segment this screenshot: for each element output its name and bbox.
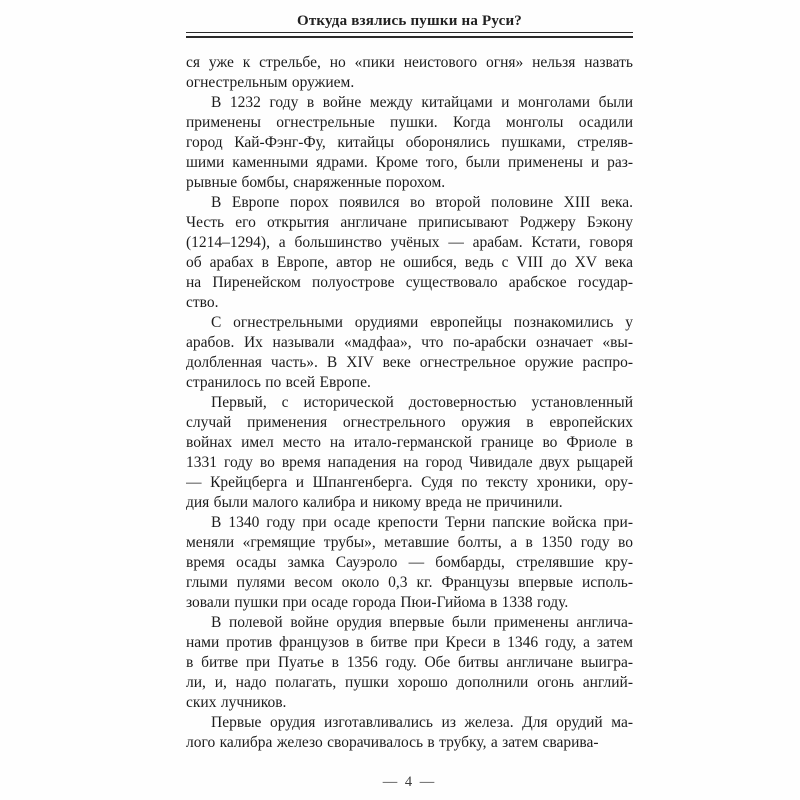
text-line: Первые орудия изготавливались из железа. Для орудий ма- xyxy=(211,714,633,731)
text-line: город Кай-Фэнг-Фу, китайцы оборонялись пушками, стреляв- xyxy=(186,134,633,151)
text-line: В Европе порох появился во второй половине XIII века. xyxy=(211,194,633,211)
text-line: В полевой войне орудия впервые были применены англича- xyxy=(211,614,633,631)
text-line: на Пиренейском полуострове существовало арабское государ- xyxy=(186,274,633,291)
text-line: В 1232 году в войне между китайцами и монголами были xyxy=(211,94,633,111)
header-double-rule xyxy=(186,32,633,38)
text-line: войнах имел место на итало-германской границе во Фриоле в xyxy=(186,434,633,451)
text-line: зовали пушки при осаде города Пюи-Гийома в 1338 году. xyxy=(186,594,569,611)
body-text xyxy=(186,53,633,753)
text-line: — Крейцберга и Шпангенберга. Судя по тексту хроники, ору- xyxy=(186,474,633,491)
text-line: странилось по всей Европе. xyxy=(186,374,371,391)
text-line: меняли «гремящие трубы», метавшие болты, а в 1350 году во xyxy=(186,534,633,551)
text-line: ли, и, надо полагать, пушки хорошо дополнили огонь англий- xyxy=(186,674,633,691)
text-line: случай применения огнестрельного оружия в европейских xyxy=(186,414,633,431)
text-line: долбленная часть». В XIV веке огнестрельное оружие распро- xyxy=(186,354,633,371)
page-content xyxy=(186,0,633,753)
text-line: рывные бомбы, снаряженные порохом. xyxy=(186,174,446,191)
text-line: В 1340 году при осаде крепости Терни папские войска при- xyxy=(211,514,633,531)
text-line: лого калибра железо сворачивалось в трубку, а затем сварива- xyxy=(186,734,599,751)
text-line: ство. xyxy=(186,294,219,311)
text-line: Честь его открытия англичане приписывают Роджеру Бэкону xyxy=(186,214,633,231)
text-line: нами против французов в битве при Креси в 1346 году, а затем xyxy=(186,634,633,651)
text-line: дия были малого калибра и никому вреда не причинили. xyxy=(186,494,563,511)
text-line: в битве при Пуатье в 1356 году. Обе битвы англичане выигра- xyxy=(186,654,633,671)
text-line: применены огнестрельные пушки. Когда монголы осадили xyxy=(186,114,633,131)
text-line: 1331 году во время нападения на город Чивидале двух рыцарей xyxy=(186,454,633,471)
text-line: арабов. Их называли «мадфаа», что по-арабски означает «вы- xyxy=(186,334,633,351)
text-line: ских лучников. xyxy=(186,694,287,711)
running-header-title: Откуда взялись пушки на Руси? xyxy=(296,13,523,29)
text-line: (1214–1294), а большинство учёных — арабам. Кстати, говоря xyxy=(186,234,633,251)
page-number: — 4 — xyxy=(382,774,437,790)
text-line: время осады замка Сауэроло — бомбарды, стрелявшие кру- xyxy=(186,554,633,571)
text-line: об арабах в Европе, автор не ошибся, ведь с VIII до XV века xyxy=(186,254,633,271)
text-line: С огнестрельными орудиями европейцы познакомились у xyxy=(211,314,633,331)
text-line: глыми пулями весом около 0,3 кг. Французы впервые исполь- xyxy=(186,574,633,591)
text-line: шими каменными ядрами. Кроме того, были применены и раз- xyxy=(186,154,633,171)
text-line: Первый, с исторической достоверностью установленный xyxy=(211,394,633,411)
text-line: огнестрельным оружием. xyxy=(186,74,355,91)
text-line: ся уже к стрельбе, но «пики неистового огня» нельзя назвать xyxy=(186,54,633,71)
